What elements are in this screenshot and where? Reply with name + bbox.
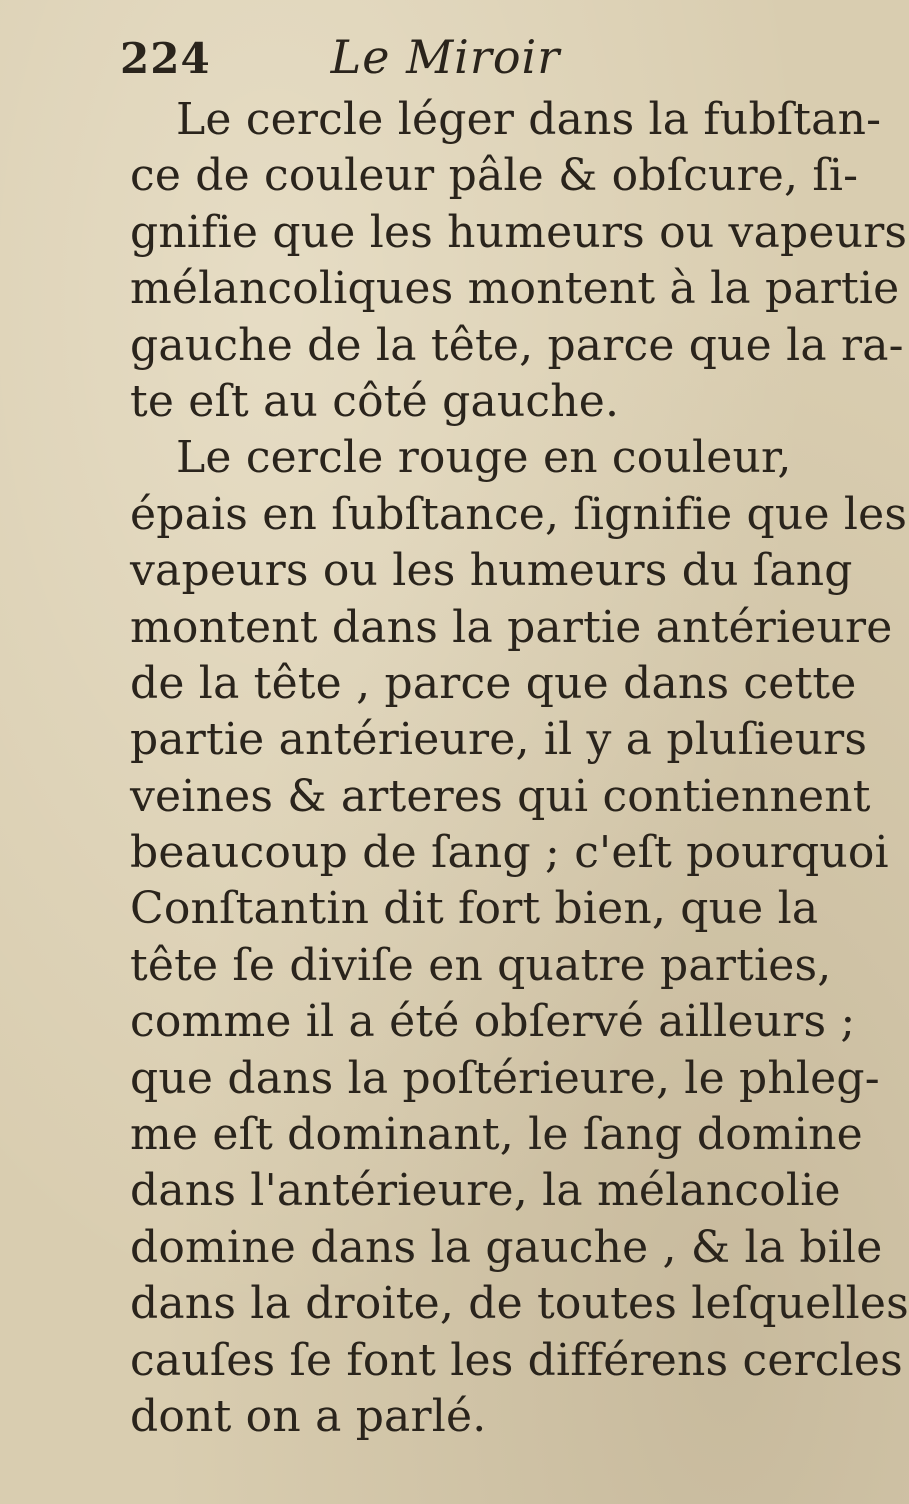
text-line: dans la droite, de toutes leſquelles bbox=[130, 1278, 909, 1330]
text-line: cauſes ſe font les différens cercles bbox=[130, 1334, 903, 1386]
text-line: Le cercle rouge en couleur, bbox=[176, 432, 792, 484]
text-line: partie antérieure, il y a pluſieurs bbox=[130, 714, 868, 766]
running-title: Le Miroir bbox=[330, 30, 561, 84]
text-line: comme il a été obſervé ailleurs ; bbox=[130, 996, 856, 1048]
page-number: 224 bbox=[120, 34, 211, 83]
text-line: Conſtantin dit fort bien, que la bbox=[130, 883, 819, 935]
text-line: me eſt dominant, le ſang domine bbox=[130, 1109, 863, 1161]
text-line: dont on a parlé. bbox=[130, 1390, 487, 1442]
text-line: gnifie que les humeurs ou vapeurs bbox=[130, 206, 908, 258]
text-line: gauche de la tête, parce que la ra- bbox=[130, 319, 904, 371]
text-line: dans l'antérieure, la mélancolie bbox=[130, 1165, 841, 1217]
text-line: veines & arteres qui contiennent bbox=[130, 770, 871, 822]
text-line: de la tête , parce que dans cette bbox=[130, 657, 857, 709]
text-line: beaucoup de ſang ; c'eſt pourquoi bbox=[130, 827, 889, 879]
running-head bbox=[120, 30, 720, 90]
text-line: épais en ſubſtance, ſignifie que les bbox=[130, 488, 908, 540]
text-line: Le cercle léger dans la fubſtan- bbox=[176, 94, 882, 145]
text-line: te eſt au côté gauche. bbox=[130, 375, 620, 427]
body-text bbox=[130, 92, 909, 1445]
text-line: mélancoliques montent à la partie bbox=[130, 263, 900, 315]
text-line: montent dans la partie antérieure bbox=[130, 601, 893, 653]
text-line: vapeurs ou les humeurs du ſang bbox=[130, 545, 853, 597]
text-line: tête ſe diviſe en quatre parties, bbox=[130, 939, 832, 991]
text-line: que dans la poſtérieure, le phleg- bbox=[130, 1052, 880, 1104]
text-line: ce de couleur pâle & obſcure, ſi- bbox=[130, 150, 859, 202]
text-line: domine dans la gauche , & la bile bbox=[130, 1221, 883, 1273]
